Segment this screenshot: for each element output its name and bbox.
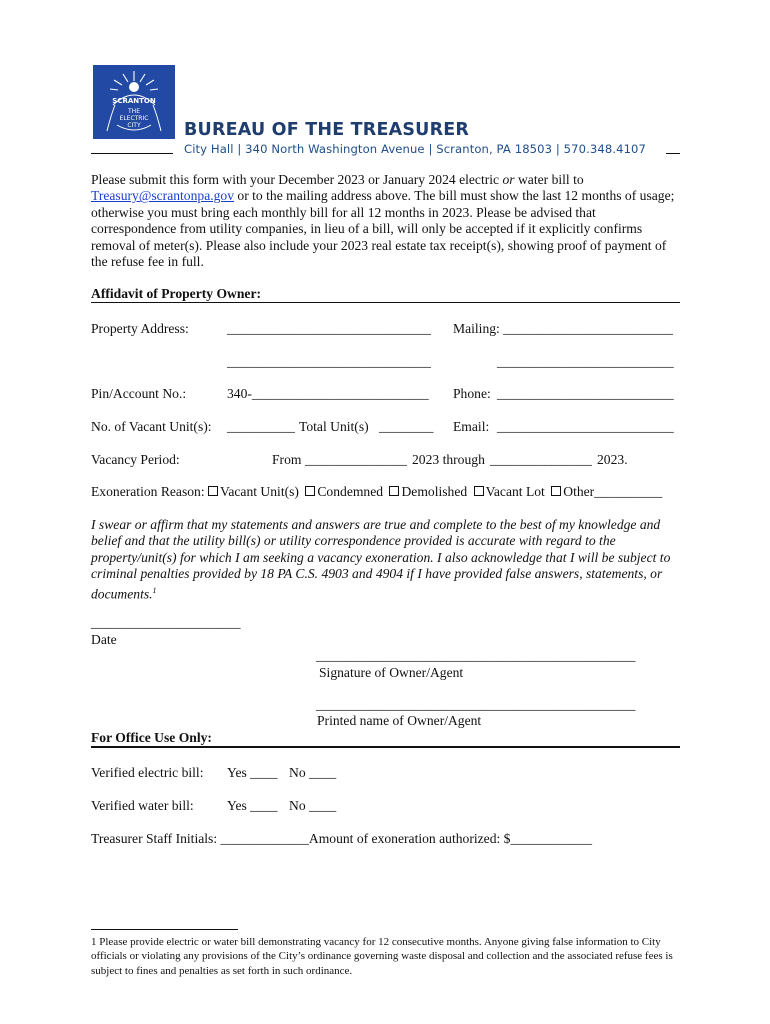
property-address-label: Property Address: — [91, 321, 189, 336]
staff-initials-label: Treasurer Staff Initials: — [91, 831, 218, 846]
sworn-statement — [91, 517, 686, 603]
header-left-rule — [91, 153, 173, 154]
vacant-units-label: No. of Vacant Unit(s): — [91, 419, 212, 434]
date-label: Date — [91, 632, 117, 647]
vacancy-from-field[interactable]: _______________ — [305, 452, 407, 467]
vacancy-through-field[interactable]: _______________ — [490, 452, 592, 467]
printed-name-line[interactable]: _______________________________________________ — [316, 697, 636, 712]
vacant-units-checkbox[interactable] — [208, 486, 218, 496]
vacancy-from-label: From — [272, 452, 302, 467]
printed-name-label: Printed name of Owner/Agent — [317, 713, 482, 728]
treasury-email-link[interactable]: Treasury@scrantonpa.gov — [91, 188, 235, 204]
vacant-lot-checkbox[interactable] — [474, 486, 484, 496]
condemned-checkbox[interactable] — [305, 486, 315, 496]
reason-demolished: Demolished — [401, 484, 468, 499]
demolished-checkbox[interactable] — [389, 486, 399, 496]
pin-account-field[interactable]: 340-__________________________ — [227, 386, 429, 401]
intro-text-2: water bill to — [514, 172, 584, 187]
total-units-field[interactable]: ________ — [379, 419, 434, 434]
header-address: City Hall | 340 North Washington Avenue | Scranton, PA 18503 | 570.348.4107 — [184, 142, 647, 156]
vacancy-end-text: 2023. — [597, 452, 628, 467]
page-title: BUREAU OF THE TREASURER — [184, 120, 470, 140]
header-right-rule — [666, 153, 680, 154]
amount-field[interactable]: ____________ — [510, 831, 593, 846]
property-address-line-1[interactable]: ______________________________ — [227, 321, 431, 336]
reason-condemned: Condemned — [317, 484, 384, 499]
office-use-heading: For Office Use Only: — [91, 730, 212, 745]
other-checkbox[interactable] — [551, 486, 561, 496]
electric-yes-field[interactable]: Yes ____ — [227, 765, 278, 780]
mailing-line-1[interactable]: _________________________ — [503, 321, 673, 336]
reason-vacant-units: Vacant Unit(s) — [220, 484, 299, 499]
email-label: Email: — [453, 419, 490, 434]
intro-text-1: Please submit this form with your December 2023 or January 2024 electric — [91, 172, 503, 187]
initials-amount-row — [91, 831, 592, 847]
vacancy-period-label: Vacancy Period: — [91, 452, 180, 467]
property-address-line-2[interactable]: ______________________________ — [227, 354, 431, 369]
intro-or-word: or — [502, 172, 515, 187]
signature-line[interactable]: _______________________________________________ — [316, 648, 636, 663]
reason-vacant-lot: Vacant Lot — [485, 484, 545, 499]
mailing-line-2[interactable]: __________________________ — [497, 354, 674, 369]
sworn-text: I swear or affirm that my statements and answers are true and complete to the best of my knowledge and belief and that the utility bill(s) or utility correspondence provided is accurate with regard to the property/unit(s) for which I am seeking a vacancy exoneration. I also acknowledge that I will be subject to criminal penalties provided by 18 PA C.S. 4903 and 4904 if I have provided false answers, statements, or documents. — [91, 517, 671, 602]
intro-paragraph — [91, 172, 681, 270]
total-units-label: Total Unit(s) — [299, 419, 369, 434]
email-field[interactable]: __________________________ — [497, 419, 674, 434]
svg-text:ELECTRIC: ELECTRIC — [119, 115, 149, 122]
phone-label: Phone: — [453, 386, 491, 401]
office-use-rule — [91, 746, 680, 748]
footnote-text: 1 Please provide electric or water bill demonstrating vacancy for 12 consecutive months. Anyone giving false information to City officials or violating any provisions of the City’s ordinance governing waste disposal and collection and the associated refuse fees is subject to fines and penalties as set forth in such ordinance. — [91, 936, 673, 977]
electric-no-field[interactable]: No ____ — [289, 765, 337, 780]
water-no-field[interactable]: No ____ — [289, 798, 337, 813]
affidavit-heading: Affidavit of Property Owner: — [91, 286, 262, 301]
signature-label: Signature of Owner/Agent — [319, 665, 464, 680]
affidavit-rule — [91, 302, 680, 303]
water-yes-field[interactable]: Yes ____ — [227, 798, 278, 813]
electric-city-seal-icon — [93, 65, 175, 139]
city-logo — [93, 65, 175, 139]
vacant-units-field[interactable]: __________ — [227, 419, 295, 434]
footnote-ref: 1 — [152, 585, 157, 595]
staff-initials-field[interactable]: _____________ — [220, 831, 309, 846]
mailing-label: Mailing: — [453, 321, 500, 336]
intro-text-3: or to the mailing address above. The bill must show the last 12 months of usage; otherwise you must bring each monthly bill for all 12 months in 2023. Please be advised that correspondence from utility companies, in lieu of a bill, will only be accepted if it explicitly confirms removal of meter(s). Please also include your 2023 real estate tax receipt(s), showing proof of payment of the refuse fee in full. — [91, 188, 675, 270]
exoneration-reason-row — [91, 484, 662, 500]
verified-water-label: Verified water bill: — [91, 798, 194, 813]
amount-label: Amount of exoneration authorized: $ — [308, 831, 511, 846]
reason-other: Other__________ — [563, 484, 663, 499]
pin-account-label: Pin/Account No.: — [91, 386, 187, 401]
vacancy-through-label: 2023 through — [412, 452, 485, 467]
phone-field[interactable]: __________________________ — [497, 386, 674, 401]
svg-text:THE: THE — [128, 108, 140, 115]
footnote-separator — [91, 929, 238, 930]
exoneration-reason-label: Exoneration Reason: — [91, 484, 205, 499]
svg-text:CITY: CITY — [127, 122, 141, 129]
seal-text-top: SCRANTON — [112, 97, 156, 105]
verified-electric-label: Verified electric bill: — [91, 765, 204, 780]
date-line[interactable]: ______________________ — [91, 615, 241, 630]
